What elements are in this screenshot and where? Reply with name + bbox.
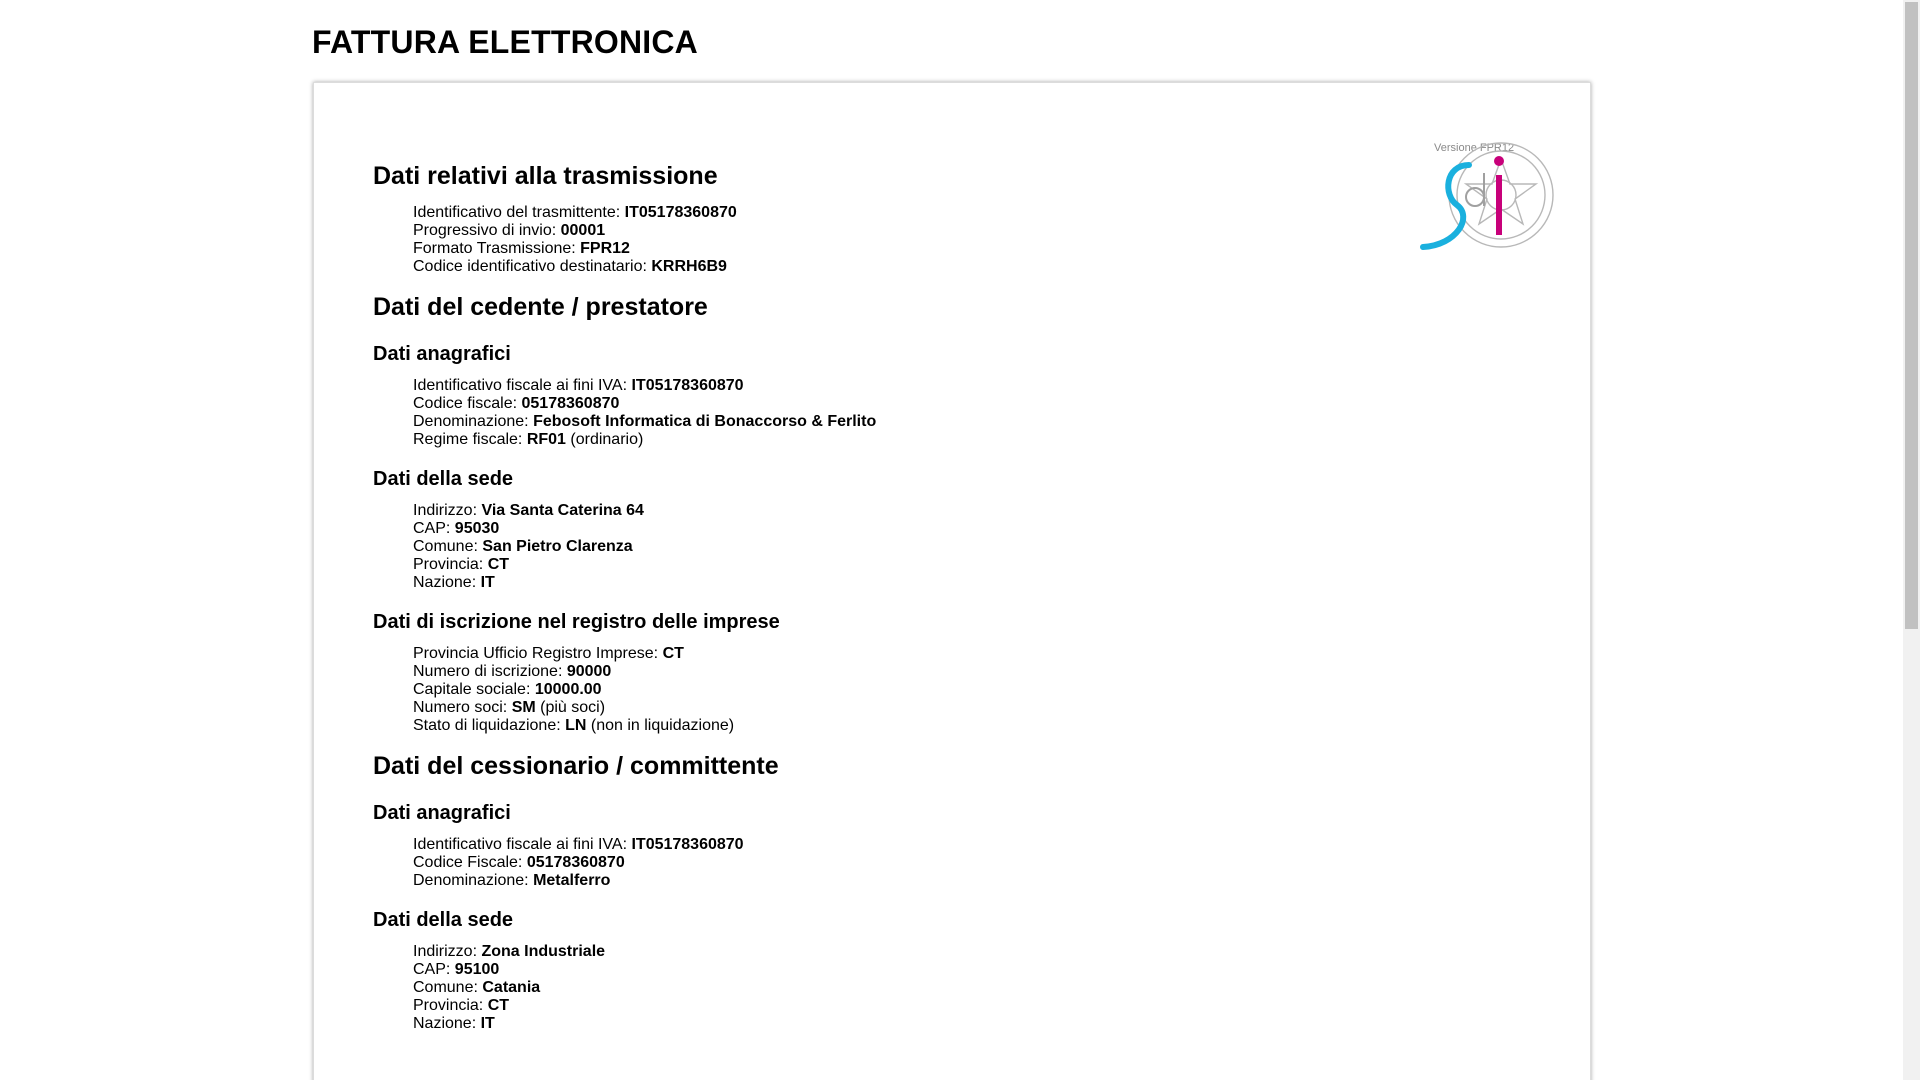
heading-cedente: Dati del cedente / prestatore: [373, 293, 708, 321]
field-label: Regime fiscale:: [413, 431, 527, 448]
field-value: CT: [662, 645, 684, 662]
field-row: [413, 645, 1373, 663]
field-row: [413, 520, 1373, 538]
field-value: Metalferro: [533, 872, 611, 889]
field-label: Indirizzo:: [413, 502, 482, 519]
logo-letter-i-stem: [1496, 175, 1502, 235]
field-row: [413, 1015, 1373, 1033]
field-row: [413, 240, 1373, 258]
field-label: Identificativo del trasmittente:: [413, 204, 625, 221]
field-value: Catania: [482, 979, 541, 996]
sdi-version-label: Versione FPR12: [1434, 142, 1515, 154]
field-label: Nazione:: [413, 1015, 481, 1032]
field-label: Stato di liquidazione:: [413, 717, 566, 734]
field-value: IT: [480, 574, 495, 591]
field-value: 90000: [566, 663, 612, 680]
field-row: [413, 222, 1373, 240]
fields-cedente-sede: [373, 502, 1373, 592]
field-value: IT05178360870: [624, 204, 737, 221]
field-row: [413, 502, 1373, 520]
field-value: IT05178360870: [631, 377, 744, 394]
field-label: Codice identificativo destinatario:: [413, 258, 652, 275]
field-row: [413, 556, 1373, 574]
field-row: [413, 574, 1373, 592]
field-label: Indirizzo:: [413, 943, 482, 960]
field-label: Nazione:: [413, 574, 481, 591]
field-label: Codice Fiscale:: [413, 854, 527, 871]
field-label: CAP:: [413, 961, 455, 978]
field-value: Via Santa Caterina 64: [481, 502, 644, 519]
field-row: [413, 538, 1373, 556]
field-label: Codice fiscale:: [413, 395, 522, 412]
logo-letter-d: [1466, 173, 1484, 206]
field-label: Identificativo fiscale ai fini IVA:: [413, 836, 632, 853]
field-label: Capitale sociale:: [413, 681, 535, 698]
fields-cedente-anagrafici: [373, 377, 1373, 449]
field-label: Provincia Ufficio Registro Imprese:: [413, 645, 663, 662]
field-row: [413, 395, 1373, 413]
field-value: CT: [487, 997, 510, 1014]
field-label: Numero soci:: [413, 699, 512, 716]
field-row: [413, 997, 1373, 1015]
field-label: Formato Trasmissione:: [413, 240, 581, 257]
field-note: (più soci): [535, 699, 606, 716]
heading-cedente-sede: Dati della sede: [373, 468, 514, 490]
fields-cessionario-anagrafici: [373, 836, 1373, 890]
field-value: KRRH6B9: [651, 258, 727, 275]
heading-cessionario-sede: Dati della sede: [373, 909, 514, 931]
field-label: Denominazione:: [413, 413, 534, 430]
heading-cessionario-anagrafici: Dati anagrafici: [373, 802, 511, 824]
field-row: [413, 681, 1373, 699]
field-note: (non in liquidazione): [586, 717, 735, 734]
field-row: [413, 413, 1373, 431]
field-label: Comune:: [413, 979, 483, 996]
heading-cedente-iscrizione: Dati di iscrizione nel registro delle imprese: [373, 611, 780, 633]
invoice-card: [313, 82, 1591, 1080]
field-value: RF01: [526, 431, 566, 448]
sdi-logo-graphic: [1417, 135, 1557, 260]
field-row: [413, 836, 1373, 854]
field-row: [413, 872, 1373, 890]
field-value: SM: [511, 699, 536, 716]
field-row: [413, 204, 1373, 222]
field-label: Identificativo fiscale ai fini IVA:: [413, 377, 632, 394]
field-label: CAP:: [413, 520, 455, 537]
field-row: [413, 663, 1373, 681]
field-value: 10000.00: [534, 681, 602, 698]
field-value: LN: [565, 717, 587, 734]
field-value: Febosoft Informatica di Bonaccorso & Ferlito: [533, 413, 877, 430]
field-row: [413, 961, 1373, 979]
fields-trasmissione: [373, 204, 1373, 276]
field-value: CT: [487, 556, 510, 573]
field-note: (ordinario): [565, 431, 644, 448]
invoice-content: [373, 161, 1373, 1033]
heading-trasmissione: Dati relativi alla trasmissione: [373, 162, 718, 190]
field-row: [413, 431, 1373, 449]
field-value: San Pietro Clarenza: [482, 538, 633, 555]
field-value: Zona Industriale: [481, 943, 606, 960]
field-value: FPR12: [580, 240, 630, 257]
field-label: Comune:: [413, 538, 483, 555]
field-row: [413, 377, 1373, 395]
vertical-scrollbar[interactable]: [1903, 0, 1920, 1080]
logo-letter-s: [1423, 165, 1469, 247]
field-value: 05178360870: [521, 395, 620, 412]
field-label: Numero di iscrizione:: [413, 663, 567, 680]
sdi-logo: [1417, 135, 1557, 260]
page-title: FATTURA ELETTRONICA: [312, 24, 698, 60]
field-row: [413, 717, 1373, 735]
heading-cedente-anagrafici: Dati anagrafici: [373, 343, 511, 365]
logo-letter-i-dot: [1494, 156, 1504, 166]
field-value: IT: [480, 1015, 495, 1032]
field-label: Progressivo di invio:: [413, 222, 561, 239]
field-row: [413, 854, 1373, 872]
field-row: [413, 943, 1373, 961]
heading-cessionario: Dati del cessionario / committente: [373, 752, 779, 780]
field-row: [413, 979, 1373, 997]
field-value: IT05178360870: [631, 836, 744, 853]
scrollbar-thumb[interactable]: [1905, 2, 1918, 629]
field-value: 05178360870: [526, 854, 625, 871]
field-value: 00001: [560, 222, 606, 239]
field-label: Provincia:: [413, 556, 488, 573]
field-label: Provincia:: [413, 997, 488, 1014]
field-value: 95100: [454, 961, 500, 978]
fields-cedente-iscrizione: [373, 645, 1373, 735]
fields-cessionario-sede: [373, 943, 1373, 1033]
field-row: [413, 699, 1373, 717]
field-value: 95030: [454, 520, 500, 537]
field-label: Denominazione:: [413, 872, 534, 889]
field-row: [413, 258, 1373, 276]
